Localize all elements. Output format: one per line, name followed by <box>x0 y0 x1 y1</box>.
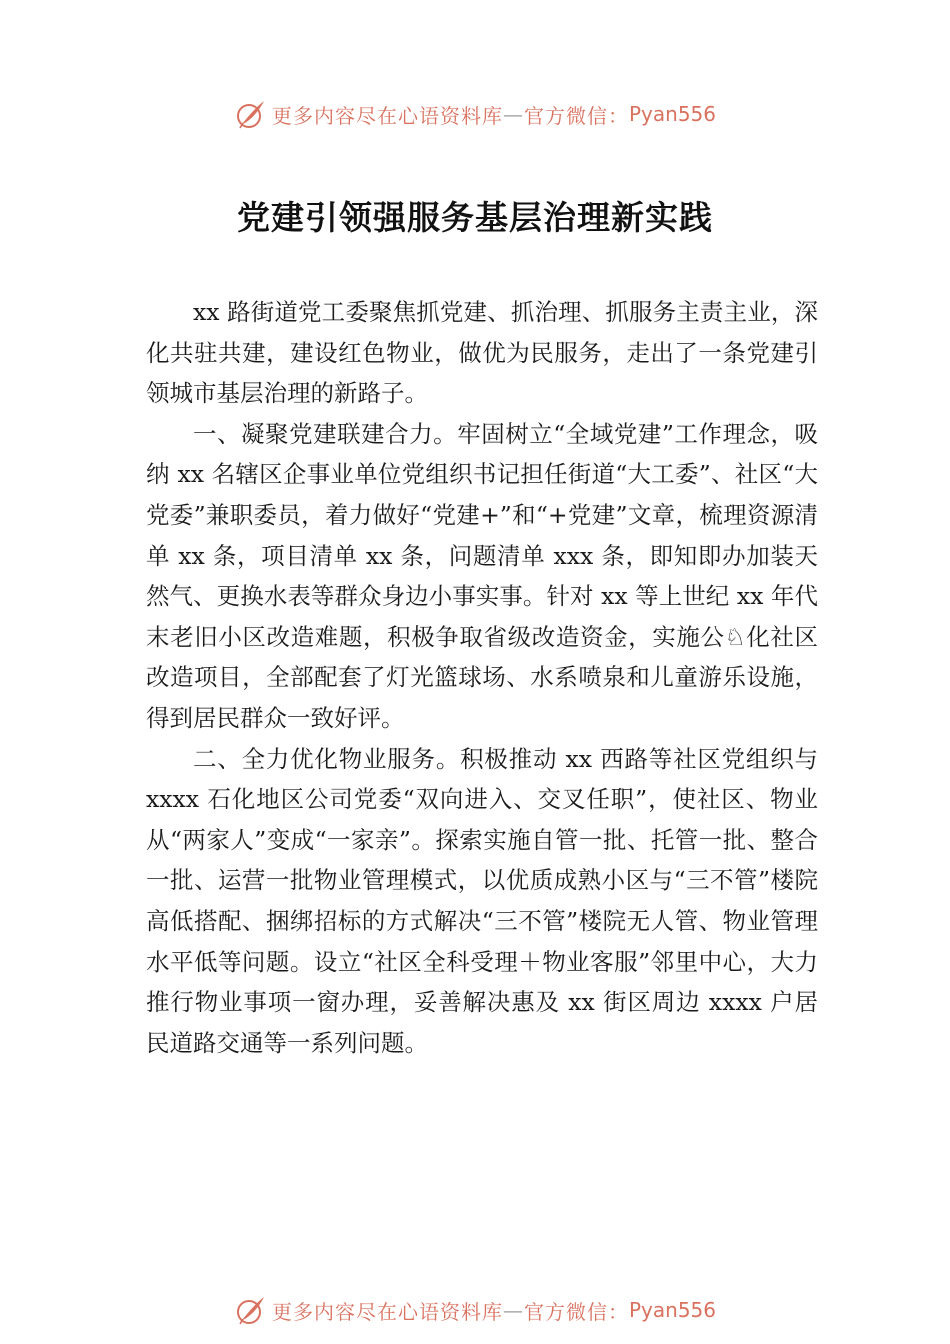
document-title: 党建引领强服务基层治理新实践 <box>237 198 713 237</box>
watermark-wechat-id: Pyan556 <box>628 102 716 126</box>
watermark-separator: — <box>502 1298 524 1322</box>
intro-paragraph: xx 路街道党工委聚焦抓党建、抓治理、抓服务主责主业，深化共驻共建，建设红色物业，做优为民服务，走出了一条党建引领城市基层治理的新路子。 <box>146 298 818 408</box>
watermark-wechat-id: Pyan556 <box>628 1298 716 1322</box>
section-two-paragraph: 二、全力优化物业服务。积极推动 xx 西路等社区党组织与 xxxx 石化地区公司党委“双向进入、交叉任职”，使社区、物业从“两家人”变成“一家亲”。探索实施自管一批、托管一批、整合一批、运营一批物业管理模式，以优质成熟小区与“三不管”楼院高低搭配、捆绑招标的方式解决“三不管”楼院无人管、物业管理水平低等问题。设立“社区全科受理＋物业客服”邻里中心，大力推行物业事项一窗办理，妥善解决惠及 xx 街区周边 xxxx 户居民道路交通等一系列问题。 <box>146 744 818 1057</box>
header-watermark <box>0 94 950 134</box>
watermark-label: 官方微信： <box>523 1299 629 1324</box>
document-body <box>146 292 818 1063</box>
watermark-main-text: 更多内容尽在心语资料库 <box>271 103 503 128</box>
watermark-separator: — <box>502 102 524 126</box>
quill-pen-circle-icon <box>234 97 268 131</box>
quill-pen-circle-icon <box>234 1293 268 1327</box>
watermark-main-text: 更多内容尽在心语资料库 <box>271 1299 503 1324</box>
footer-watermark <box>0 1290 950 1330</box>
watermark-label: 官方微信： <box>523 103 629 128</box>
section-one-paragraph: 一、凝聚党建联建合力。牢固树立“全域党建”工作理念，吸纳 xx 名辖区企事业单位党组织书记担任街道“大工委”、社区“大党委”兼职委员，着力做好“党建+”和“+党建”文章，梳理资源清单 xx 条，项目清单 xx 条，问题清单 xxx 条，即知即办加装天然气、更换水表等群众身边小事实事。针对 xx 等上世纪 xx 年代末老旧小区改造难题，积极争取省级改造资金，实施公♘化社区改造项目，全部配套了灯光篮球场、水系喷泉和儿童游乐设施，得到居民群众一致好评。 <box>146 419 818 732</box>
